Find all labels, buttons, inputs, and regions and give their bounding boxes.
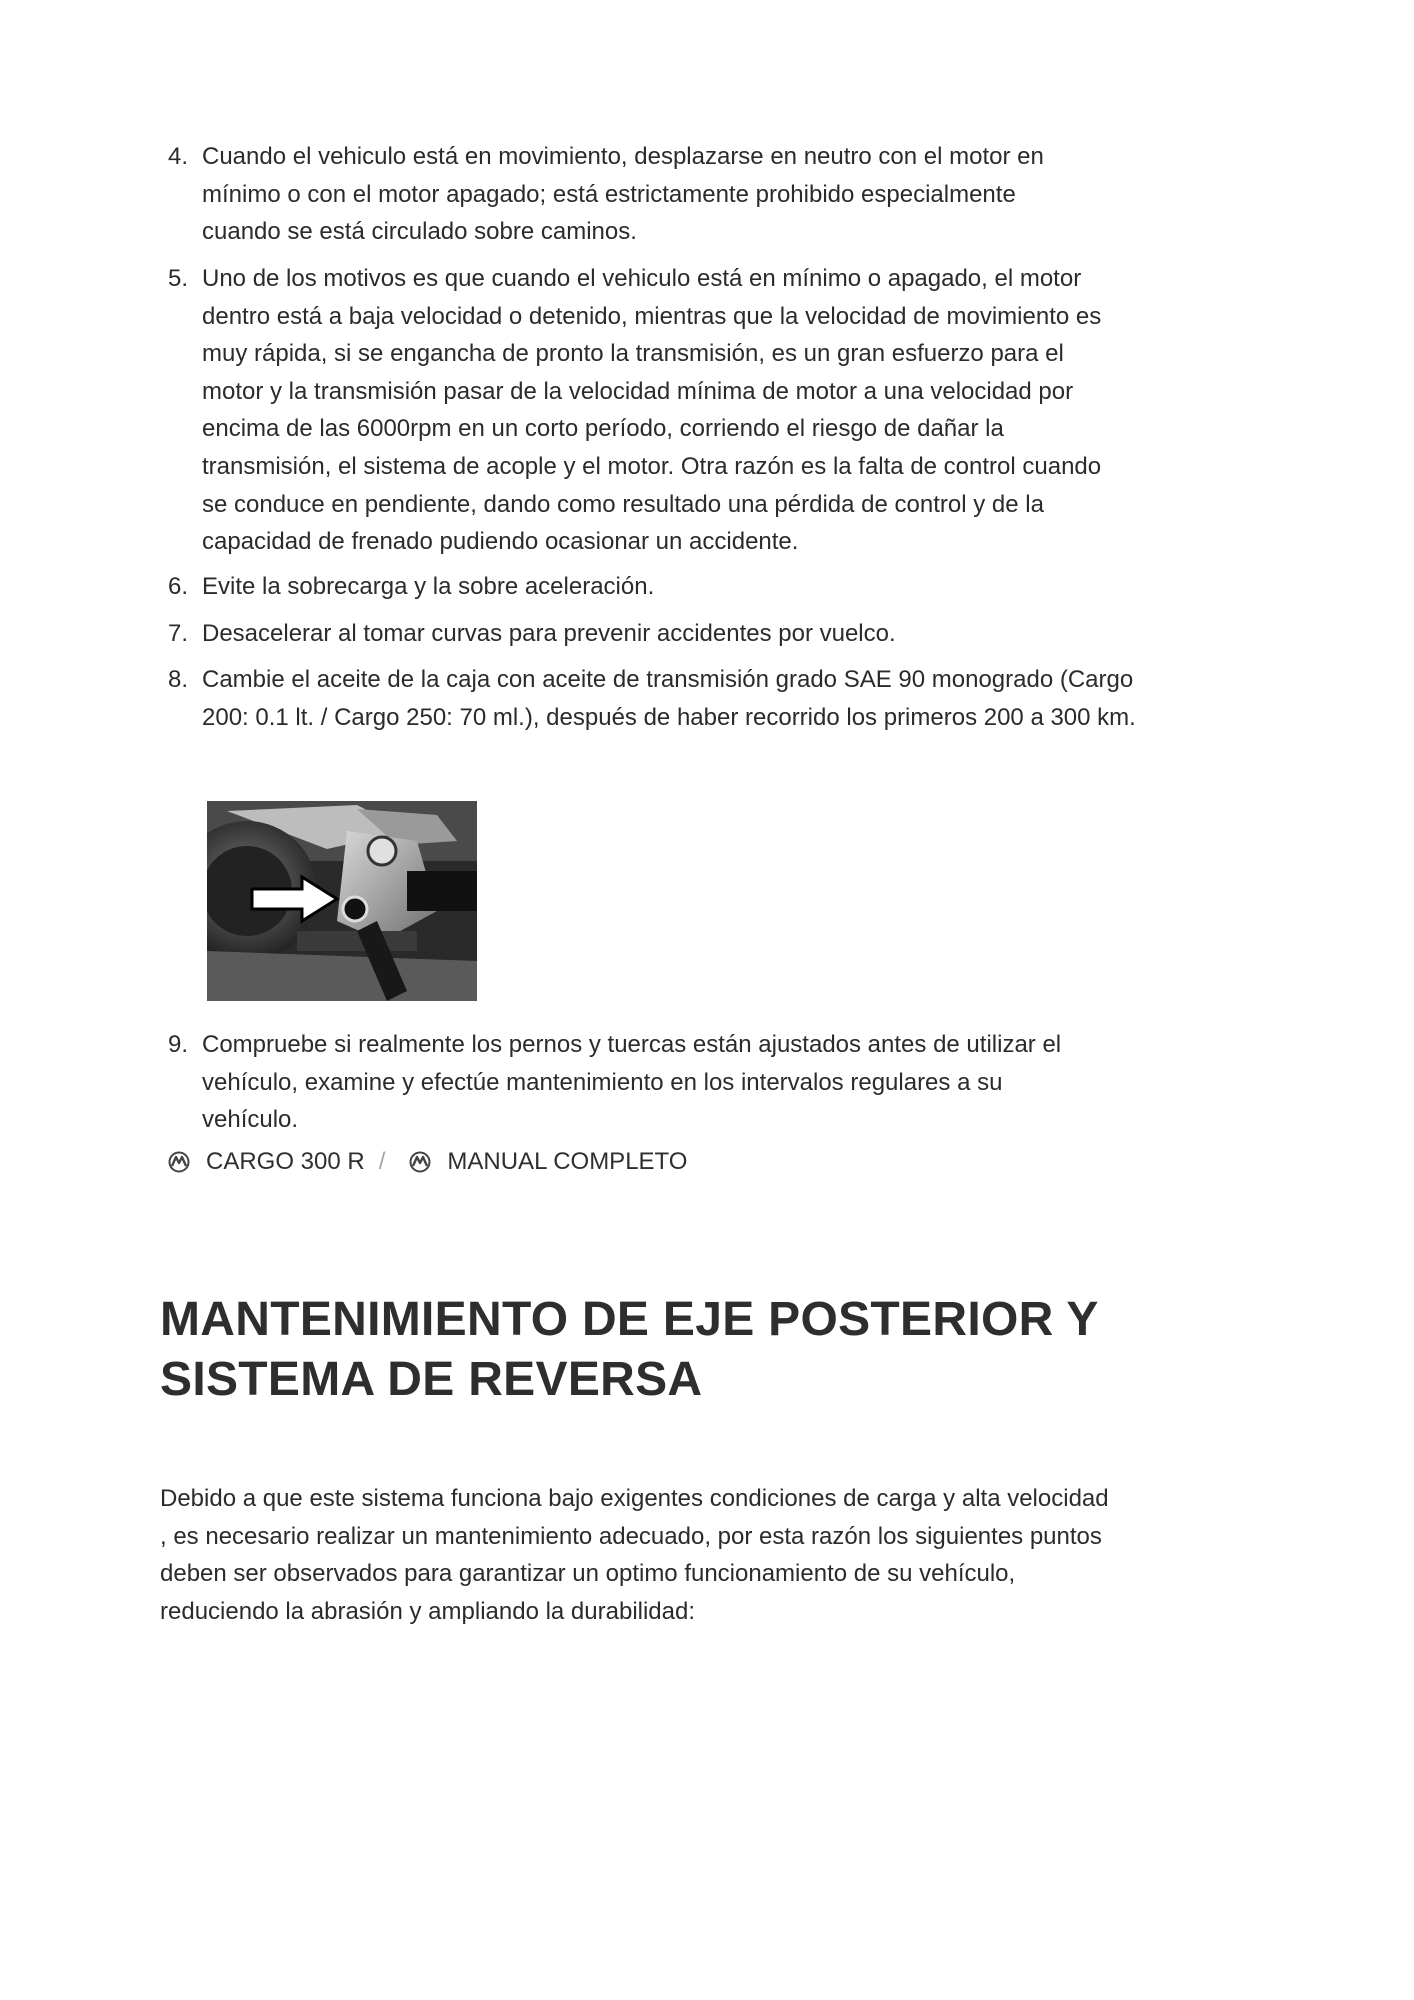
list-number: 5. — [168, 265, 189, 292]
breadcrumb-label: MANUAL COMPLETO — [447, 1148, 688, 1175]
list-text: Compruebe si realmente los pernos y tuercas están ajustados antes de utilizar el vehículo, examine y efectúe mantenimiento en los intervalos regulares a su vehículo. — [202, 1031, 1062, 1134]
list-item-6 — [160, 568, 1202, 606]
brand-logo-icon — [407, 1151, 433, 1173]
list-item-4 — [160, 138, 1202, 251]
list-item-8 — [160, 661, 1202, 736]
section-paragraph: Debido a que este sistema funciona bajo exigentes condiciones de carga y alta velocidad , es necesario realizar un mantenimiento adecuado, por esta razón los siguientes puntos deben ser observados para garantizar un optimo funcionamiento de su vehículo, reduciendo la abrasión y ampliando la durabilidad: — [160, 1485, 1109, 1625]
breadcrumb-separator: / — [378, 1148, 386, 1175]
list-top — [160, 138, 1202, 736]
list-item-5 — [160, 260, 1202, 560]
list-text: Evite la sobrecarga y la sobre aceleración. — [202, 573, 655, 600]
breadcrumb — [166, 1148, 687, 1176]
list-number: 9. — [168, 1031, 189, 1058]
list-bottom — [160, 1026, 1092, 1139]
list-number: 7. — [168, 619, 189, 647]
list-text: Desacelerar al tomar curvas para prevenir accidentes por vuelco. — [202, 619, 896, 647]
brand-logo-icon — [166, 1151, 192, 1173]
list-text: Uno de los motivos es que cuando el vehiculo está en mínimo o apagado, el motor dentro está a baja velocidad o detenido, mientras que la velocidad de movimiento es muy rápida, si se engancha de pronto la transmisión, es un gran esfuerzo para el motor y la transmisión pasar de la velocidad mínima de motor a una velocidad por encima de las 6000rpm en un corto período, corriendo el riesgo de dañar la transmisión, el sistema de acople y el motor. Otra razón es la falta de control cuando se conduce en pendiente, dando como resultado una pérdida de control y de la capacidad de frenado pudiendo ocasionar un accidente. — [202, 265, 1102, 556]
list-item-7 — [160, 615, 1202, 653]
gearbox-photo — [207, 801, 477, 1001]
list-number: 6. — [168, 573, 189, 600]
breadcrumb-link-cargo[interactable] — [166, 1148, 365, 1176]
list-text: Cambie el aceite de la caja con aceite de transmisión grado SAE 90 monogrado (Cargo 200: 0.1 lt. / Cargo 250: 70 ml.), después de haber recorrido los primeros 200 a 300 km. — [202, 666, 1136, 731]
list-text: Cuando el vehiculo está en movimiento, desplazarse en neutro con el motor en mínimo o con el motor apagado; está estrictamente prohibido especialmente cuando se está circulado sobre caminos. — [202, 143, 1044, 246]
breadcrumb-label: CARGO 300 R — [206, 1148, 365, 1175]
section-heading: MANTENIMIENTO DE EJE POSTERIOR Y SISTEMA DE REVERSA — [160, 1293, 1098, 1406]
list-number: 8. — [168, 666, 189, 694]
list-item-9 — [160, 1026, 1092, 1139]
breadcrumb-link-manual[interactable] — [407, 1148, 687, 1176]
list-number: 4. — [168, 143, 189, 170]
